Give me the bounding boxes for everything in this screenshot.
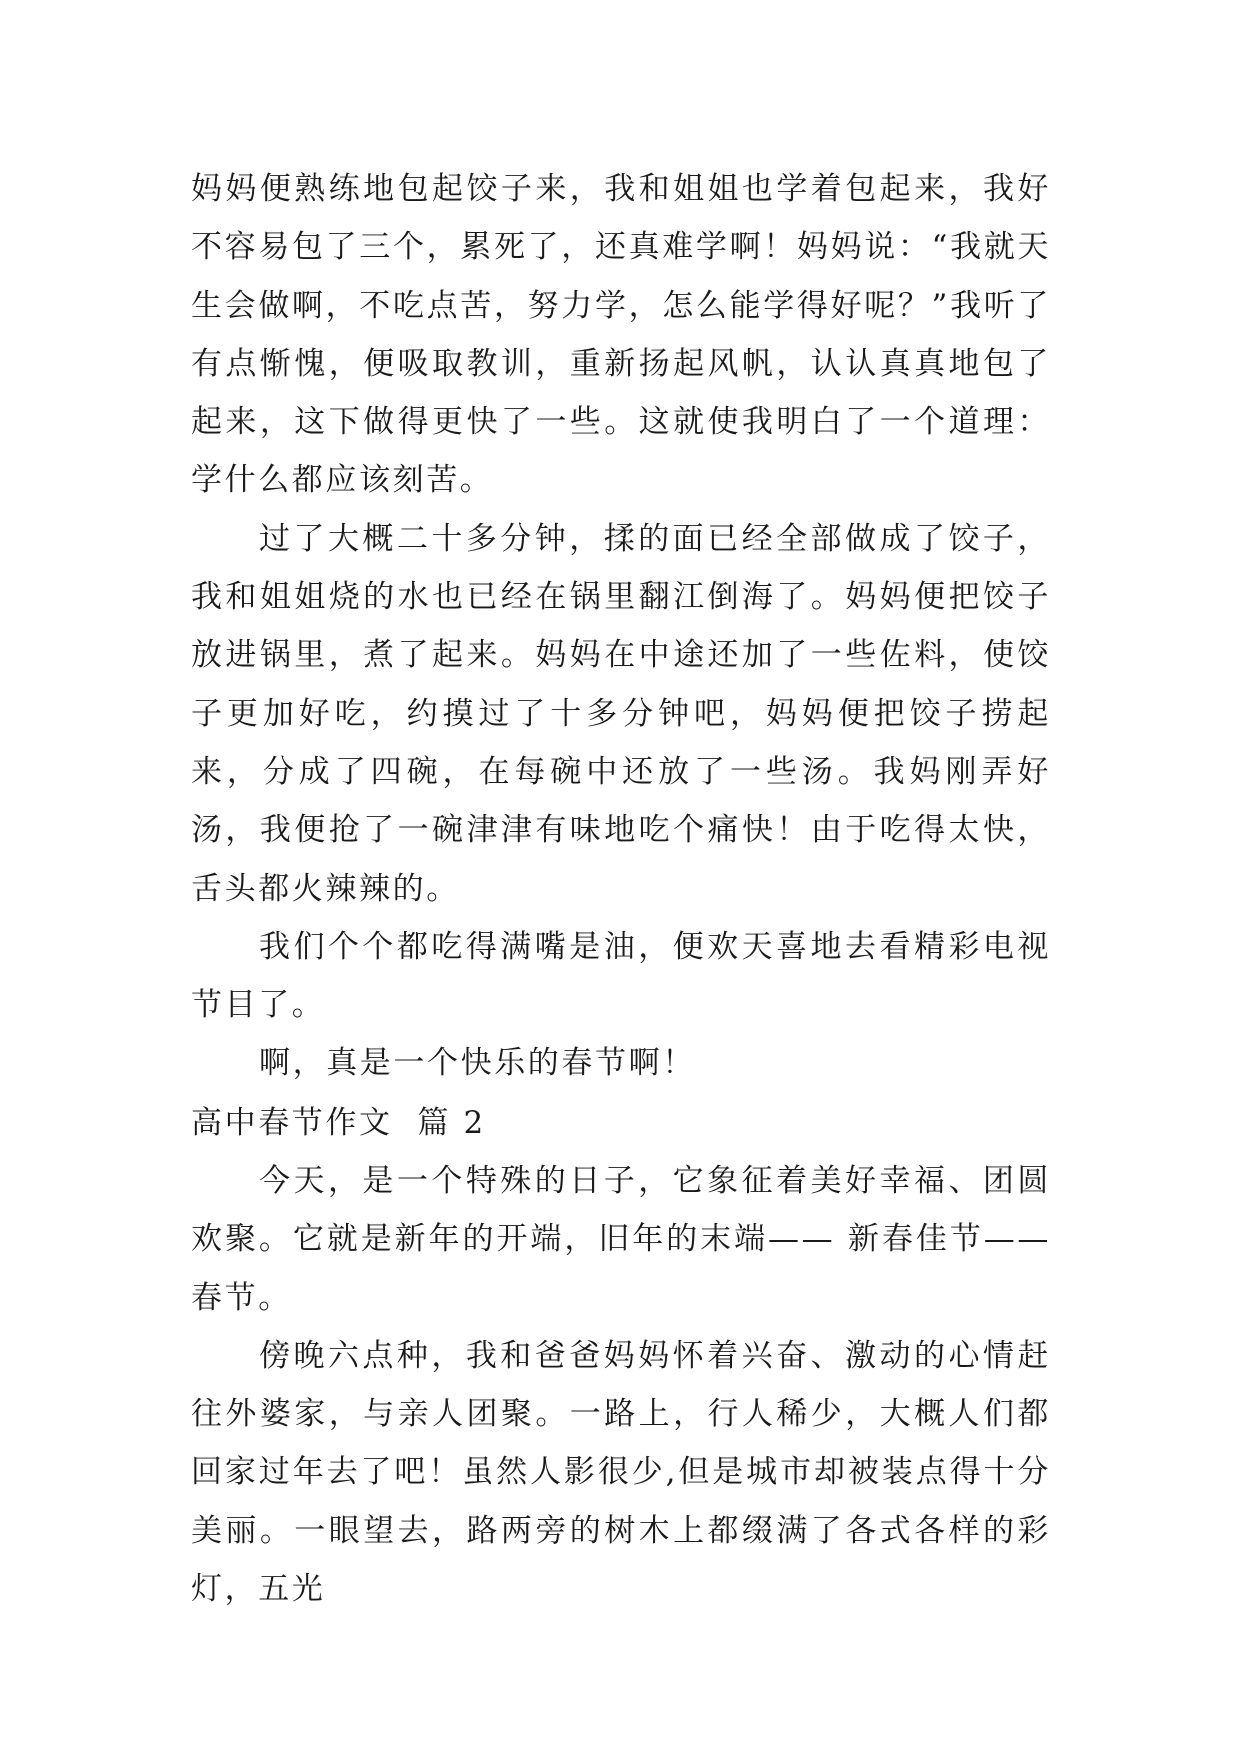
paragraph-happy-spring-festival: 啊，真是一个快乐的春节啊！ bbox=[259, 1045, 696, 1082]
paragraph-evening-trip: 傍晚六点种，我和爸爸妈妈怀着兴奋、激动的心情赶往外婆家，与亲人团聚。一路上，行人稀少，大概人们都回家过年去了吧！虽然人影很少,但是城市却被装点得十分美丽。一眼望去，路两旁的树木上都缀满了各式各样的彩灯，五光 bbox=[191, 1337, 1051, 1608]
paragraph-special-day: 今天，是一个特殊的日子，它象征着美好幸福、团圆欢聚。它就是新年的开端，旧年的末端—— 新春佳节——春节。 bbox=[191, 1163, 1051, 1316]
continued-paragraph: 妈妈便熟练地包起饺子来，我和姐姐也学着包起来，我好不容易包了三个，累死了，还真难学啊！妈妈说：“我就天生会做啊，不吃点苦，努力学，怎么能学得好呢？”我听了有点惭愧，便吸取教训，重新扬起风帆，认认真真地包了起来，这下做得更快了一些。这就使我明白了一个道理：学什么都应该刻苦。 bbox=[191, 171, 1051, 499]
paragraph-dumplings-cooking: 过了大概二十多分钟，揉的面已经全部做成了饺子，我和姐姐烧的水也已经在锅里翻江倒海了。妈妈便把饺子放进锅里，煮了起来。妈妈在中途还加了一些佐料，使饺子更加好吃，约摸过了十多分钟吧，妈妈便把饺子捞起来，分成了四碗，在每碗中还放了一些汤。我妈刚弄好汤，我便抢了一碗津津有味地吃个痛快！由于吃得太快，舌头都火辣辣的。 bbox=[191, 520, 1051, 907]
section-title: 高中春节作文 篇 2 bbox=[191, 1105, 486, 1141]
essay-part-2 bbox=[191, 1152, 1051, 1618]
paragraph-watching-tv: 我们个个都吃得满嘴是油，便欢天喜地去看精彩电视节目了。 bbox=[191, 928, 1051, 1024]
essay-part-1 bbox=[191, 160, 1051, 1093]
